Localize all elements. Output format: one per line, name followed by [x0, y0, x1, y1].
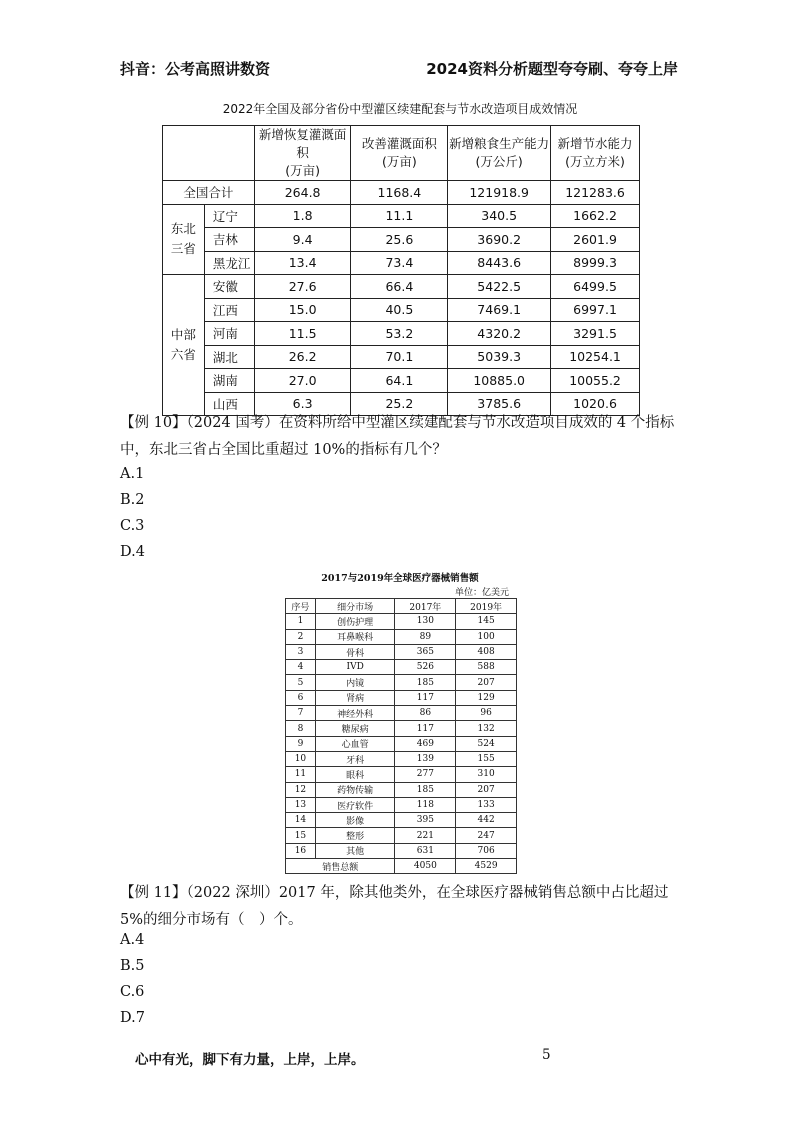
row-label: 江西: [204, 298, 254, 322]
cell: 139: [395, 751, 456, 766]
cell: 9.4: [254, 228, 351, 252]
cell: 1168.4: [351, 181, 448, 205]
row-label: 湖北: [204, 345, 254, 369]
header-cell: 新增节水能力 (万立方米): [551, 126, 640, 181]
row-label: 全国合计: [163, 181, 255, 205]
cell: 340.5: [448, 204, 551, 228]
row-label: 山西: [204, 392, 254, 416]
table-row: [286, 660, 517, 675]
cell: 8443.6: [448, 251, 551, 275]
cell: 4: [286, 660, 316, 675]
table-row: [286, 813, 517, 828]
cell: 10: [286, 751, 316, 766]
cell: 3: [286, 644, 316, 659]
cell: 8: [286, 721, 316, 736]
header-right: 2024资料分析题型夸夸刷、夸夸上岸: [426, 60, 678, 78]
header-cell: 2019年: [456, 599, 517, 614]
cell: 5039.3: [448, 345, 551, 369]
cell: 神经外科: [315, 706, 395, 721]
cell: 96: [456, 706, 517, 721]
q10-option-d[interactable]: D.4: [120, 544, 145, 560]
group-label: 中部 六省: [163, 275, 205, 416]
cell: 264.8: [254, 181, 351, 205]
cell: 25.6: [351, 228, 448, 252]
cell: 13.4: [254, 251, 351, 275]
cell: 129: [456, 690, 517, 705]
cell: 耳鼻喉科: [315, 629, 395, 644]
cell: 14: [286, 813, 316, 828]
q11-option-b[interactable]: B.5: [120, 958, 145, 974]
cell: 12: [286, 782, 316, 797]
cell: 影像: [315, 813, 395, 828]
cell: 15: [286, 828, 316, 843]
header-left: 抖音：公考高照讲数资: [120, 60, 271, 78]
table-row: [163, 345, 640, 369]
cell: 526: [395, 660, 456, 675]
cell: 6.3: [254, 392, 351, 416]
table-row: [163, 298, 640, 322]
cell: 5422.5: [448, 275, 551, 299]
table-row: [286, 690, 517, 705]
q10-option-a[interactable]: A.1: [120, 466, 145, 482]
cell: 524: [456, 736, 517, 751]
cell: 2601.9: [551, 228, 640, 252]
cell: 408: [456, 644, 517, 659]
row-label: 吉林: [204, 228, 254, 252]
cell: 9: [286, 736, 316, 751]
cell: 64.1: [351, 369, 448, 393]
cell: 肾病: [315, 690, 395, 705]
cell: 25.2: [351, 392, 448, 416]
table2-total-row: [286, 859, 517, 874]
cell: 310: [456, 767, 517, 782]
row-label: 黑龙江: [204, 251, 254, 275]
cell: 27.6: [254, 275, 351, 299]
table-row: [163, 181, 640, 205]
row-label: 湖南: [204, 369, 254, 393]
table-row: [163, 251, 640, 275]
cell: 11.1: [351, 204, 448, 228]
cell: 207: [456, 782, 517, 797]
cell: 631: [395, 843, 456, 858]
q11-option-d[interactable]: D.7: [120, 1010, 145, 1026]
corner-cell: [163, 126, 255, 181]
table-row: [163, 322, 640, 346]
page-number: 5: [542, 1047, 551, 1063]
cell: 3291.5: [551, 322, 640, 346]
cell: 469: [395, 736, 456, 751]
cell: 3785.6: [448, 392, 551, 416]
table-row: [286, 721, 517, 736]
table-row: [286, 751, 517, 766]
question-10-text: 【例 10】（2024 国考）在资料所给中型灌区续建配套与节水改造项目成效的 4 个指标中，东北三省占全国比重超过 10%的指标有几个？: [120, 415, 675, 458]
header-cell: 2017年: [395, 599, 456, 614]
cell: 100: [456, 629, 517, 644]
cell: 骨科: [315, 644, 395, 659]
cell: 其他: [315, 843, 395, 858]
cell: 11.5: [254, 322, 351, 346]
cell: 706: [456, 843, 517, 858]
cell: 53.2: [351, 322, 448, 346]
cell: 4050: [395, 859, 456, 874]
cell: 药物传输: [315, 782, 395, 797]
cell: 185: [395, 675, 456, 690]
cell: 247: [456, 828, 517, 843]
cell: 10254.1: [551, 345, 640, 369]
row-label: 销售总额: [286, 859, 395, 874]
row-label: 河南: [204, 322, 254, 346]
cell: 395: [395, 813, 456, 828]
table2-unit: 单位：亿美元: [455, 588, 510, 598]
cell: 牙科: [315, 751, 395, 766]
table2-body: [286, 614, 517, 859]
header-cell: 新增粮食生产能力 (万公斤): [448, 126, 551, 181]
table1-header-row: [163, 126, 640, 181]
header-cell: 细分市场: [315, 599, 395, 614]
table2-title: 2017与2019年全球医疗器械销售额: [321, 573, 479, 584]
cell: 185: [395, 782, 456, 797]
cell: 89: [395, 629, 456, 644]
cell: IVD: [315, 660, 395, 675]
q10-option-b[interactable]: B.2: [120, 492, 145, 508]
cell: 121918.9: [448, 181, 551, 205]
table-row: [163, 369, 640, 393]
cell: 121283.6: [551, 181, 640, 205]
cell: 27.0: [254, 369, 351, 393]
table-row: [286, 629, 517, 644]
cell: 眼科: [315, 767, 395, 782]
cell: 130: [395, 614, 456, 629]
cell: 1.8: [254, 204, 351, 228]
table-row: [286, 797, 517, 812]
cell: 365: [395, 644, 456, 659]
cell: 70.1: [351, 345, 448, 369]
cell: 3690.2: [448, 228, 551, 252]
table-row: [286, 644, 517, 659]
cell: 207: [456, 675, 517, 690]
table-row: [163, 204, 640, 228]
cell: 588: [456, 660, 517, 675]
cell: 7469.1: [448, 298, 551, 322]
header-cell: 改善灌溉面积 (万亩): [351, 126, 448, 181]
cell: 1020.6: [551, 392, 640, 416]
cell: 133: [456, 797, 517, 812]
cell: 6997.1: [551, 298, 640, 322]
table-row: [286, 782, 517, 797]
cell: 创伤护理: [315, 614, 395, 629]
table-row: [286, 614, 517, 629]
table-row: [286, 767, 517, 782]
cell: 13: [286, 797, 316, 812]
cell: 6: [286, 690, 316, 705]
cell: 442: [456, 813, 517, 828]
cell: 117: [395, 690, 456, 705]
row-label: 安徽: [204, 275, 254, 299]
cell: 6499.5: [551, 275, 640, 299]
cell: 221: [395, 828, 456, 843]
table-row: [286, 828, 517, 843]
footer-slogan: 心中有光，脚下有力量，上岸，上岸。: [135, 1052, 365, 1068]
table2-header-row: [286, 599, 517, 614]
cell: 4529: [456, 859, 517, 874]
cell: 8999.3: [551, 251, 640, 275]
cell: 117: [395, 721, 456, 736]
cell: 155: [456, 751, 517, 766]
cell: 73.4: [351, 251, 448, 275]
cell: 66.4: [351, 275, 448, 299]
cell: 15.0: [254, 298, 351, 322]
cell: 7: [286, 706, 316, 721]
cell: 26.2: [254, 345, 351, 369]
table-row: [163, 228, 640, 252]
row-label: 辽宁: [204, 204, 254, 228]
cell: 5: [286, 675, 316, 690]
cell: 1662.2: [551, 204, 640, 228]
table-row: [286, 843, 517, 858]
cell: 40.5: [351, 298, 448, 322]
cell: 11: [286, 767, 316, 782]
cell: 118: [395, 797, 456, 812]
cell: 4320.2: [448, 322, 551, 346]
cell: 内镜: [315, 675, 395, 690]
table1-title: 2022年全国及部分省份中型灌区续建配套与节水改造项目成效情况: [222, 102, 578, 116]
cell: 医疗软件: [315, 797, 395, 812]
cell: 145: [456, 614, 517, 629]
cell: 16: [286, 843, 316, 858]
cell: 86: [395, 706, 456, 721]
cell: 132: [456, 721, 517, 736]
irrigation-table: [162, 125, 640, 416]
table-row: [163, 275, 640, 299]
cell: 10885.0: [448, 369, 551, 393]
cell: 糖尿病: [315, 721, 395, 736]
cell: 2: [286, 629, 316, 644]
q11-option-c[interactable]: C.6: [120, 984, 145, 1000]
cell: 整形: [315, 828, 395, 843]
header-cell: 新增恢复灌溉面积 (万亩): [254, 126, 351, 181]
question-11-text: 【例 11】（2022 深圳）2017 年，除其他类外，在全球医疗器械销售总额中占比超过 5%的细分市场有（ ）个。: [120, 885, 669, 928]
header-cell: 序号: [286, 599, 316, 614]
table-row: [286, 706, 517, 721]
table-row: [286, 675, 517, 690]
q10-option-c[interactable]: C.3: [120, 518, 145, 534]
cell: 1: [286, 614, 316, 629]
cell: 10055.2: [551, 369, 640, 393]
cell: 心血管: [315, 736, 395, 751]
table-row: [286, 736, 517, 751]
cell: 277: [395, 767, 456, 782]
group-label: 东北 三省: [163, 204, 205, 275]
q11-option-a[interactable]: A.4: [120, 932, 145, 948]
medical-device-table: [285, 598, 517, 874]
